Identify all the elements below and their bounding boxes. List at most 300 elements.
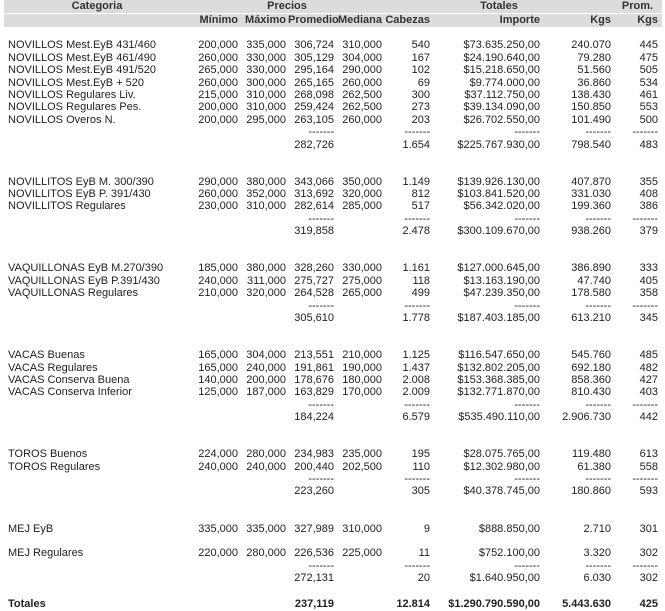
cell-kgs: 101.490 bbox=[571, 113, 611, 126]
cell-prom: 427 bbox=[639, 373, 658, 386]
cell-avg: 268,098 bbox=[294, 88, 334, 101]
divider-dashes: ------- bbox=[514, 559, 540, 572]
table-row bbox=[4, 89, 662, 101]
cell-med: 285,000 bbox=[342, 200, 382, 213]
subtotal-avg: 223,260 bbox=[294, 485, 334, 498]
cell-max: 380,000 bbox=[246, 262, 286, 275]
cell-max: 240,000 bbox=[246, 361, 286, 374]
table-row bbox=[4, 448, 662, 460]
row-spacer bbox=[4, 498, 662, 510]
row-category: VAQUILLONAS EyB P.391/430 bbox=[8, 274, 160, 287]
subtotal-imp: $300.109.670,00 bbox=[457, 225, 540, 238]
cell-cab: 118 bbox=[412, 274, 430, 287]
cell-cab: 9 bbox=[423, 522, 430, 535]
total-prom: 425 bbox=[639, 597, 658, 610]
table-header-groups bbox=[4, 0, 662, 14]
subtotal-prom: 442 bbox=[639, 411, 658, 424]
cell-avg: 282,614 bbox=[294, 200, 334, 213]
cell-max: 280,000 bbox=[246, 448, 286, 461]
cell-med: 310,000 bbox=[342, 522, 382, 535]
table-row bbox=[4, 461, 662, 473]
divider-dashes: ------- bbox=[308, 473, 334, 486]
table-body bbox=[4, 27, 662, 611]
cell-cab: 1.149 bbox=[402, 175, 430, 188]
row-category: VAQUILLONAS EyB M.270/390 bbox=[8, 262, 164, 275]
cell-kgs: 138.430 bbox=[571, 88, 611, 101]
cell-avg: 343,066 bbox=[294, 175, 334, 188]
cell-max: 200,000 bbox=[246, 373, 286, 386]
cell-imp: $132.771.870,00 bbox=[457, 386, 540, 399]
divider-dashes: ------- bbox=[404, 212, 430, 225]
row-category: NOVILLITOS EyB M. 300/390 bbox=[8, 175, 154, 188]
table-row bbox=[4, 114, 662, 126]
header-mediana: Mediana bbox=[337, 14, 382, 26]
cell-cab: 1.161 bbox=[402, 262, 430, 275]
table-row bbox=[4, 523, 662, 535]
cell-min: 200,000 bbox=[198, 39, 238, 52]
table-row bbox=[4, 547, 662, 559]
cell-prom: 408 bbox=[639, 188, 658, 201]
table-row bbox=[4, 374, 662, 386]
row-spacer bbox=[4, 585, 662, 597]
cell-cab: 203 bbox=[411, 113, 430, 126]
table-row bbox=[4, 200, 662, 212]
total-imp: $1.290.790.590,00 bbox=[448, 597, 540, 610]
subtotal-divider bbox=[4, 399, 662, 411]
total-cab: 12.814 bbox=[396, 597, 430, 610]
row-category: MEJ Regulares bbox=[8, 547, 84, 560]
table-row bbox=[4, 287, 662, 299]
cell-kgs: 119.480 bbox=[572, 448, 611, 461]
cell-cab: 102 bbox=[411, 64, 430, 77]
cell-imp: $132.802.205,00 bbox=[457, 361, 540, 374]
cell-med: 235,000 bbox=[342, 448, 382, 461]
divider-dashes: ------- bbox=[632, 126, 658, 139]
divider-dashes: ------- bbox=[404, 398, 430, 411]
subtotal-row bbox=[4, 572, 662, 584]
row-category: VACAS Conserva Inferior bbox=[8, 386, 132, 399]
subtotal-prom: 483 bbox=[639, 138, 658, 151]
cell-prom: 355 bbox=[639, 175, 658, 188]
divider-dashes: ------- bbox=[585, 559, 611, 572]
cell-kgs: 386.890 bbox=[571, 262, 611, 275]
subtotal-cab: 2.478 bbox=[402, 225, 430, 238]
subtotal-row bbox=[4, 485, 662, 497]
cell-imp: $39.134.090,00 bbox=[463, 101, 540, 114]
cell-prom: 500 bbox=[639, 113, 658, 126]
divider-dashes: ------- bbox=[632, 299, 658, 312]
cell-max: 380,000 bbox=[246, 175, 286, 188]
subtotal-row bbox=[4, 139, 662, 151]
cell-cab: 11 bbox=[418, 547, 430, 560]
cell-imp: $153.368.385,00 bbox=[457, 373, 540, 386]
header-totales: Totales bbox=[480, 0, 518, 12]
cell-cab: 2.009 bbox=[402, 386, 430, 399]
row-spacer bbox=[4, 436, 662, 448]
cell-med: 330,000 bbox=[342, 262, 382, 275]
table-row bbox=[4, 176, 662, 188]
cell-prom: 301 bbox=[639, 522, 658, 535]
cell-kgs: 2.710 bbox=[583, 522, 611, 535]
cell-min: 165,000 bbox=[198, 349, 238, 362]
table-row bbox=[4, 275, 662, 287]
row-spacer bbox=[4, 151, 662, 163]
row-category: NOVILLITOS Regulares bbox=[8, 200, 126, 213]
cell-imp: $752.100,00 bbox=[478, 547, 540, 560]
cell-min: 140,000 bbox=[198, 373, 238, 386]
table-row bbox=[4, 77, 662, 89]
cell-imp: $9.774.000,00 bbox=[469, 76, 540, 89]
subtotal-row bbox=[4, 312, 662, 324]
subtotal-imp: $40.378.745,00 bbox=[463, 485, 540, 498]
cell-imp: $28.075.765,00 bbox=[463, 448, 540, 461]
subtotal-cab: 1.654 bbox=[402, 138, 430, 151]
cell-med: 202,500 bbox=[342, 460, 382, 473]
header-prom-kgs: Kgs bbox=[637, 14, 658, 26]
cell-prom: 558 bbox=[639, 460, 658, 473]
divider-dashes: ------- bbox=[308, 559, 334, 572]
cell-prom: 534 bbox=[639, 76, 658, 89]
cell-avg: 178,676 bbox=[294, 373, 334, 386]
subtotal-cab: 1.778 bbox=[402, 311, 430, 324]
divider-dashes: ------- bbox=[585, 212, 611, 225]
subtotal-cab: 20 bbox=[417, 572, 430, 585]
cell-max: 311,000 bbox=[247, 274, 286, 287]
cell-min: 260,000 bbox=[198, 76, 238, 89]
subtotal-avg: 319,858 bbox=[294, 225, 334, 238]
cell-avg: 306,724 bbox=[294, 39, 334, 52]
cell-avg: 213,551 bbox=[294, 349, 334, 362]
cell-min: 165,000 bbox=[198, 361, 238, 374]
header-promedio: Promedio bbox=[288, 14, 339, 26]
subtotal-avg: 184,224 bbox=[294, 411, 334, 424]
cell-avg: 191,861 bbox=[294, 361, 334, 374]
cell-med: 265,000 bbox=[342, 287, 382, 300]
divider-dashes: ------- bbox=[308, 212, 334, 225]
header-kgs: Kgs bbox=[590, 14, 611, 26]
subtotal-kgs: 180.860 bbox=[571, 485, 611, 498]
cell-kgs: 331.030 bbox=[571, 188, 611, 201]
cell-med: 275,000 bbox=[342, 274, 382, 287]
table-row bbox=[4, 101, 662, 113]
divider-dashes: ------- bbox=[404, 126, 430, 139]
subtotal-prom: 593 bbox=[639, 485, 658, 498]
cell-prom: 386 bbox=[639, 200, 658, 213]
cell-imp: $12.302.980,00 bbox=[463, 460, 540, 473]
row-category: NOVILLOS Regulares Liv. bbox=[8, 88, 136, 101]
cell-kgs: 199.360 bbox=[571, 200, 611, 213]
subtotal-cab: 6.579 bbox=[402, 411, 430, 424]
subtotal-imp: $535.490.110,00 bbox=[458, 411, 540, 424]
divider-dashes: ------- bbox=[585, 398, 611, 411]
row-category: NOVILLOS Mest.EyB 431/460 bbox=[8, 39, 156, 52]
subtotal-divider bbox=[4, 300, 662, 312]
cell-imp: $103.841.520,00 bbox=[457, 188, 540, 201]
subtotal-row bbox=[4, 411, 662, 423]
row-category: NOVILLOS Mest.EyB 461/490 bbox=[8, 51, 156, 64]
cell-imp: $47.239.350,00 bbox=[463, 287, 540, 300]
cell-cab: 167 bbox=[411, 51, 430, 64]
subtotal-divider bbox=[4, 213, 662, 225]
cell-kgs: 51.560 bbox=[577, 64, 611, 77]
cell-max: 330,000 bbox=[246, 64, 286, 77]
divider-dashes: ------- bbox=[404, 559, 430, 572]
cell-min: 215,000 bbox=[198, 88, 238, 101]
divider-dashes: ------- bbox=[585, 299, 611, 312]
cell-max: 187,000 bbox=[246, 386, 286, 399]
cell-min: 220,000 bbox=[198, 547, 238, 560]
cell-avg: 234,983 bbox=[294, 448, 334, 461]
grand-total-label: Totales bbox=[8, 597, 46, 610]
subtotal-prom: 379 bbox=[639, 225, 658, 238]
cell-imp: $13.163.190,00 bbox=[463, 274, 540, 287]
cell-max: 240,000 bbox=[246, 460, 286, 473]
cell-min: 260,000 bbox=[198, 51, 238, 64]
cell-prom: 333 bbox=[639, 262, 658, 275]
row-spacer bbox=[4, 163, 662, 175]
cell-max: 335,000 bbox=[246, 39, 286, 52]
cell-avg: 328,260 bbox=[294, 262, 334, 275]
divider-dashes: ------- bbox=[308, 398, 334, 411]
divider-dashes: ------- bbox=[632, 473, 658, 486]
divider-dashes: ------- bbox=[632, 212, 658, 225]
cell-prom: 445 bbox=[639, 39, 658, 52]
cell-min: 224,000 bbox=[198, 448, 238, 461]
cell-med: 210,000 bbox=[342, 349, 382, 362]
cell-prom: 302 bbox=[639, 547, 658, 560]
cell-med: 260,000 bbox=[342, 113, 382, 126]
cell-imp: $26.702.550,00 bbox=[463, 113, 540, 126]
divider-dashes: ------- bbox=[514, 212, 540, 225]
table-row bbox=[4, 188, 662, 200]
subtotal-kgs: 613.210 bbox=[571, 311, 611, 324]
cell-prom: 505 bbox=[639, 64, 658, 77]
cell-min: 125,000 bbox=[198, 386, 238, 399]
subtotal-kgs: 6.030 bbox=[583, 572, 611, 585]
cell-cab: 1.437 bbox=[402, 361, 430, 374]
total-avg: 237,119 bbox=[294, 597, 334, 610]
cell-cab: 69 bbox=[417, 76, 430, 89]
cell-prom: 405 bbox=[639, 274, 658, 287]
cell-cab: 1.125 bbox=[402, 349, 430, 362]
cell-kgs: 545.760 bbox=[571, 349, 611, 362]
cell-med: 262,500 bbox=[342, 88, 382, 101]
cell-med: 260,000 bbox=[342, 76, 382, 89]
header-categoria: Categoria bbox=[71, 0, 123, 12]
cell-cab: 499 bbox=[411, 287, 430, 300]
header-precios: Precios bbox=[267, 0, 307, 12]
cell-med: 320,000 bbox=[342, 188, 382, 201]
row-category: VAQUILLONAS Regulares bbox=[8, 287, 139, 300]
row-category: VACAS Conserva Buena bbox=[8, 373, 130, 386]
divider-dashes: ------- bbox=[585, 126, 611, 139]
cell-prom: 613 bbox=[639, 448, 658, 461]
header-minimo: Mínimo bbox=[199, 14, 238, 26]
divider-dashes: ------- bbox=[514, 126, 540, 139]
table-row bbox=[4, 52, 662, 64]
subtotal-prom: 345 bbox=[639, 311, 658, 324]
cell-kgs: 692.180 bbox=[571, 361, 611, 374]
cell-cab: 273 bbox=[411, 101, 430, 114]
cell-max: 310,000 bbox=[246, 88, 286, 101]
row-category: NOVILLITOS EyB P. 391/430 bbox=[8, 188, 151, 201]
cell-avg: 275,727 bbox=[294, 274, 334, 287]
header-prom: Prom. bbox=[621, 0, 654, 12]
subtotal-prom: 302 bbox=[639, 572, 658, 585]
cell-imp: $139.926.130,00 bbox=[457, 175, 540, 188]
cell-imp: $24.190.640,00 bbox=[463, 51, 540, 64]
divider-dashes: ------- bbox=[632, 559, 658, 572]
cell-min: 230,000 bbox=[198, 200, 238, 213]
subtotal-divider bbox=[4, 473, 662, 485]
cell-min: 265,000 bbox=[198, 64, 238, 77]
cell-cab: 110 bbox=[412, 460, 430, 473]
cell-max: 320,000 bbox=[246, 287, 286, 300]
cell-med: 170,000 bbox=[342, 386, 382, 399]
cell-min: 335,000 bbox=[198, 522, 238, 535]
cell-min: 200,000 bbox=[198, 101, 238, 114]
divider-dashes: ------- bbox=[514, 398, 540, 411]
cell-med: 262,500 bbox=[342, 101, 382, 114]
cell-cab: 517 bbox=[411, 200, 430, 213]
row-category: TOROS Regulares bbox=[8, 460, 101, 473]
cell-avg: 264,528 bbox=[294, 287, 334, 300]
hacienda-prices-table bbox=[4, 0, 662, 611]
table-row bbox=[4, 386, 662, 398]
cell-med: 180,000 bbox=[342, 373, 382, 386]
row-category: NOVILLOS Regulares Pes. bbox=[8, 101, 142, 114]
cell-avg: 263,105 bbox=[294, 113, 334, 126]
cell-prom: 403 bbox=[639, 386, 658, 399]
subtotal-avg: 272,131 bbox=[294, 572, 334, 585]
cell-imp: $15.218.650,00 bbox=[463, 64, 540, 77]
header-importe: Importe bbox=[499, 14, 540, 26]
cell-avg: 226,536 bbox=[294, 547, 334, 560]
cell-cab: 540 bbox=[411, 39, 430, 52]
row-spacer bbox=[4, 324, 662, 336]
subtotal-kgs: 798.540 bbox=[571, 138, 611, 151]
cell-min: 185,000 bbox=[198, 262, 238, 275]
cell-cab: 812 bbox=[411, 188, 430, 201]
cell-avg: 200,440 bbox=[294, 460, 334, 473]
divider-dashes: ------- bbox=[585, 473, 611, 486]
cell-kgs: 407.870 bbox=[571, 175, 611, 188]
cell-imp: $888.850,00 bbox=[478, 522, 540, 535]
divider-dashes: ------- bbox=[404, 299, 430, 312]
subtotal-avg: 282,726 bbox=[294, 138, 334, 151]
row-spacer bbox=[4, 250, 662, 262]
cell-imp: $116.547.650,00 bbox=[458, 349, 540, 362]
cell-min: 200,000 bbox=[198, 113, 238, 126]
cell-avg: 327,989 bbox=[294, 522, 334, 535]
cell-max: 352,000 bbox=[246, 188, 286, 201]
cell-imp: $56.342.020,00 bbox=[463, 200, 540, 213]
cell-max: 310,000 bbox=[246, 200, 286, 213]
cell-imp: $37.112.750,00 bbox=[464, 88, 540, 101]
cell-kgs: 47.740 bbox=[577, 274, 611, 287]
header-maximo: Máximo bbox=[245, 14, 286, 26]
cell-med: 225,000 bbox=[342, 547, 382, 560]
divider-dashes: ------- bbox=[632, 398, 658, 411]
row-category: MEJ EyB bbox=[8, 522, 54, 535]
table-header-columns bbox=[4, 14, 662, 27]
cell-prom: 482 bbox=[639, 361, 658, 374]
subtotal-kgs: 2.906.730 bbox=[562, 411, 611, 424]
cell-avg: 305,129 bbox=[294, 51, 334, 64]
divider-dashes: ------- bbox=[308, 299, 334, 312]
cell-max: 280,000 bbox=[246, 547, 286, 560]
cell-max: 295,000 bbox=[246, 113, 286, 126]
divider-dashes: ------- bbox=[514, 299, 540, 312]
cell-med: 190,000 bbox=[342, 361, 382, 374]
cell-kgs: 858.360 bbox=[571, 373, 611, 386]
row-category: NOVILLOS Mest.EyB 491/520 bbox=[8, 64, 156, 77]
row-spacer bbox=[4, 510, 662, 522]
cell-max: 310,000 bbox=[246, 101, 286, 114]
table-row bbox=[4, 64, 662, 76]
cell-kgs: 150.850 bbox=[571, 101, 611, 114]
table-row bbox=[4, 262, 662, 274]
cell-prom: 553 bbox=[639, 101, 658, 114]
subtotal-divider bbox=[4, 126, 662, 138]
cell-avg: 295,164 bbox=[294, 64, 334, 77]
cell-min: 290,000 bbox=[198, 175, 238, 188]
cell-cab: 2.008 bbox=[402, 373, 430, 386]
cell-kgs: 36.860 bbox=[577, 76, 611, 89]
subtotal-avg: 305,610 bbox=[294, 311, 334, 324]
cell-med: 310,000 bbox=[342, 39, 382, 52]
subtotal-cab: 305 bbox=[411, 485, 430, 498]
total-kgs: 5.443.630 bbox=[562, 597, 611, 610]
cell-kgs: 79.280 bbox=[577, 51, 611, 64]
cell-max: 335,000 bbox=[246, 522, 286, 535]
row-spacer bbox=[4, 238, 662, 250]
cell-min: 240,000 bbox=[198, 460, 238, 473]
cell-kgs: 61.380 bbox=[577, 460, 611, 473]
cell-avg: 259,424 bbox=[294, 101, 334, 114]
table-row bbox=[4, 349, 662, 361]
cell-med: 290,000 bbox=[342, 64, 382, 77]
cell-min: 240,000 bbox=[198, 274, 238, 287]
grand-total-row bbox=[4, 597, 662, 611]
cell-min: 260,000 bbox=[198, 188, 238, 201]
table-row bbox=[4, 362, 662, 374]
cell-max: 304,000 bbox=[246, 349, 286, 362]
cell-prom: 485 bbox=[639, 349, 658, 362]
subtotal-imp: $187.403.185,00 bbox=[457, 311, 540, 324]
cell-kgs: 3.320 bbox=[583, 547, 611, 560]
cell-imp: $127.000.645,00 bbox=[457, 262, 540, 275]
table-row bbox=[4, 39, 662, 51]
cell-kgs: 240.070 bbox=[571, 39, 611, 52]
row-category: TOROS Buenos bbox=[8, 448, 88, 461]
cell-avg: 163,829 bbox=[294, 386, 334, 399]
cell-max: 300,000 bbox=[246, 76, 286, 89]
cell-prom: 475 bbox=[639, 51, 658, 64]
cell-prom: 358 bbox=[639, 287, 658, 300]
cell-med: 350,000 bbox=[342, 175, 382, 188]
cell-kgs: 178.580 bbox=[571, 287, 611, 300]
row-spacer bbox=[4, 27, 662, 39]
header-cabezas: Cabezas bbox=[385, 14, 430, 26]
subtotal-imp: $1.640.950,00 bbox=[469, 572, 540, 585]
row-spacer bbox=[4, 424, 662, 436]
row-category: NOVILLOS Mest.EyB + 520 bbox=[8, 76, 145, 89]
cell-cab: 195 bbox=[411, 448, 430, 461]
cell-avg: 265,165 bbox=[294, 76, 334, 89]
subtotal-row bbox=[4, 225, 662, 237]
cell-prom: 461 bbox=[639, 88, 658, 101]
